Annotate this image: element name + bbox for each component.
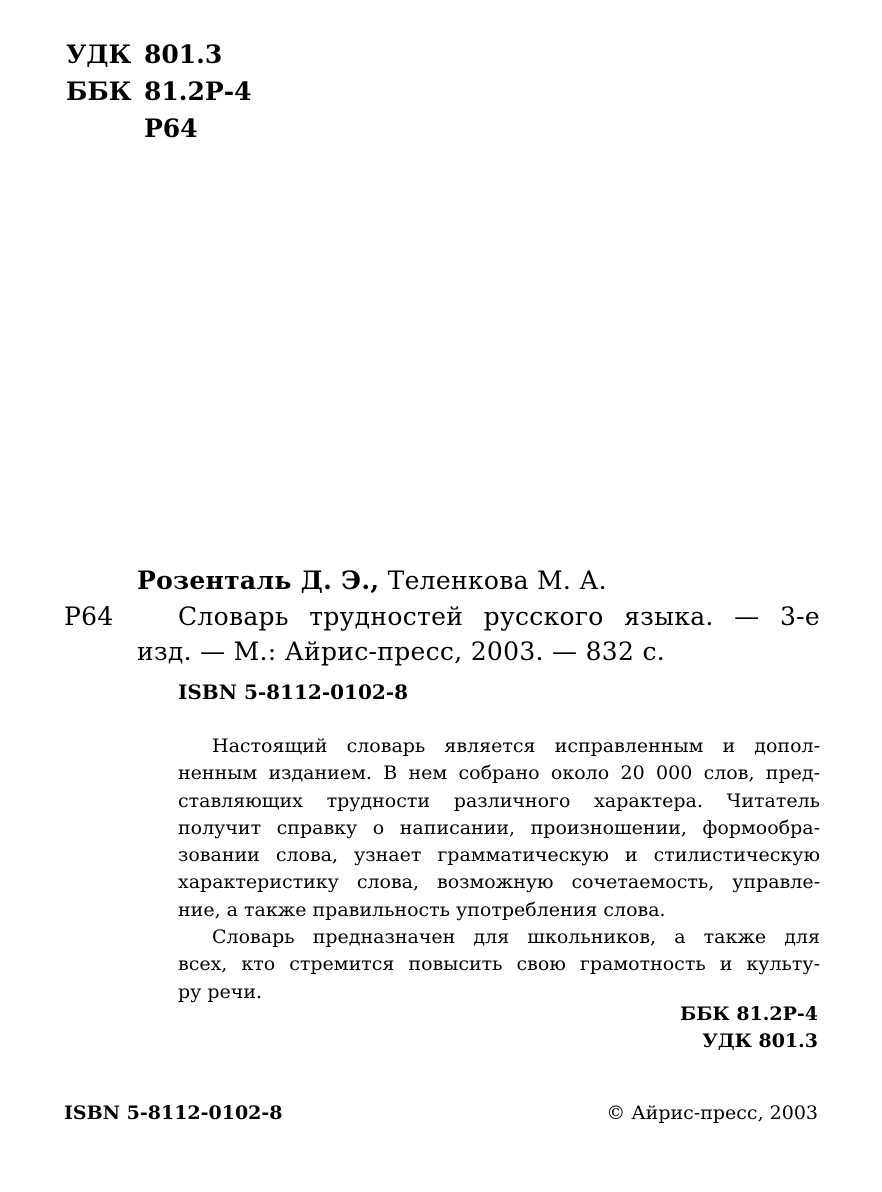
bbk-code: [66, 77, 366, 109]
annotation-line: Словарь предназначен для школьников, а также для: [212, 926, 820, 948]
annotation-line: ненным изданием. В нем собрано около 20 000 слов, пред-: [178, 762, 820, 785]
annotation-line: получит справку о написании, произношении, формообра-: [178, 816, 820, 839]
bbk-code-right: ББК 81.2Р-4: [679, 1003, 818, 1025]
bbk-value: 81.2Р-4: [144, 77, 252, 106]
annotation-line: зовании слова, узнает грамматическую и стилистическую: [178, 844, 820, 867]
annotation-line: Настоящий словарь является исправленным и допол-: [212, 735, 820, 757]
title-line: Словарь трудностей русского языка. — 3-е: [178, 602, 820, 631]
annotation-line: всех, кто стремится повысить свою грамотность и культу-: [178, 953, 820, 976]
udk-code-right: УДК 801.3: [702, 1030, 818, 1052]
udk-code: [66, 40, 366, 72]
authors-line: [137, 566, 607, 595]
annotation-line: ние, а также правильность употребления слова.: [178, 898, 666, 921]
annotation-paragraph-1: [178, 733, 820, 924]
isbn-card: ISBN 5-8112-0102-8: [178, 680, 409, 704]
authors-bold: Розенталь Д. Э.,: [137, 566, 380, 595]
udk-value: 801.3: [144, 40, 223, 69]
annotation-line: ру речи.: [178, 980, 263, 1003]
author-mark: Р64: [64, 602, 114, 631]
bbk-label: ББК: [66, 77, 132, 106]
udk-label: УДК: [66, 40, 132, 69]
annotation-line: ставляющих трудности различного характера. Читатель: [178, 789, 820, 812]
author-mark-top: Р64: [144, 114, 198, 143]
edition-line: изд. — М.: Айрис-пресс, 2003. — 832 с.: [137, 637, 665, 666]
isbn-footer: ISBN 5-8112-0102-8: [64, 1102, 283, 1124]
annotation-paragraph-2: [178, 924, 820, 1006]
copyright: © Айрис-пресс, 2003: [606, 1102, 818, 1124]
annotation-line: характеристику слова, возможную сочетаемость, управле-: [178, 871, 820, 894]
authors-rest: Теленкова М. А.: [387, 566, 607, 595]
